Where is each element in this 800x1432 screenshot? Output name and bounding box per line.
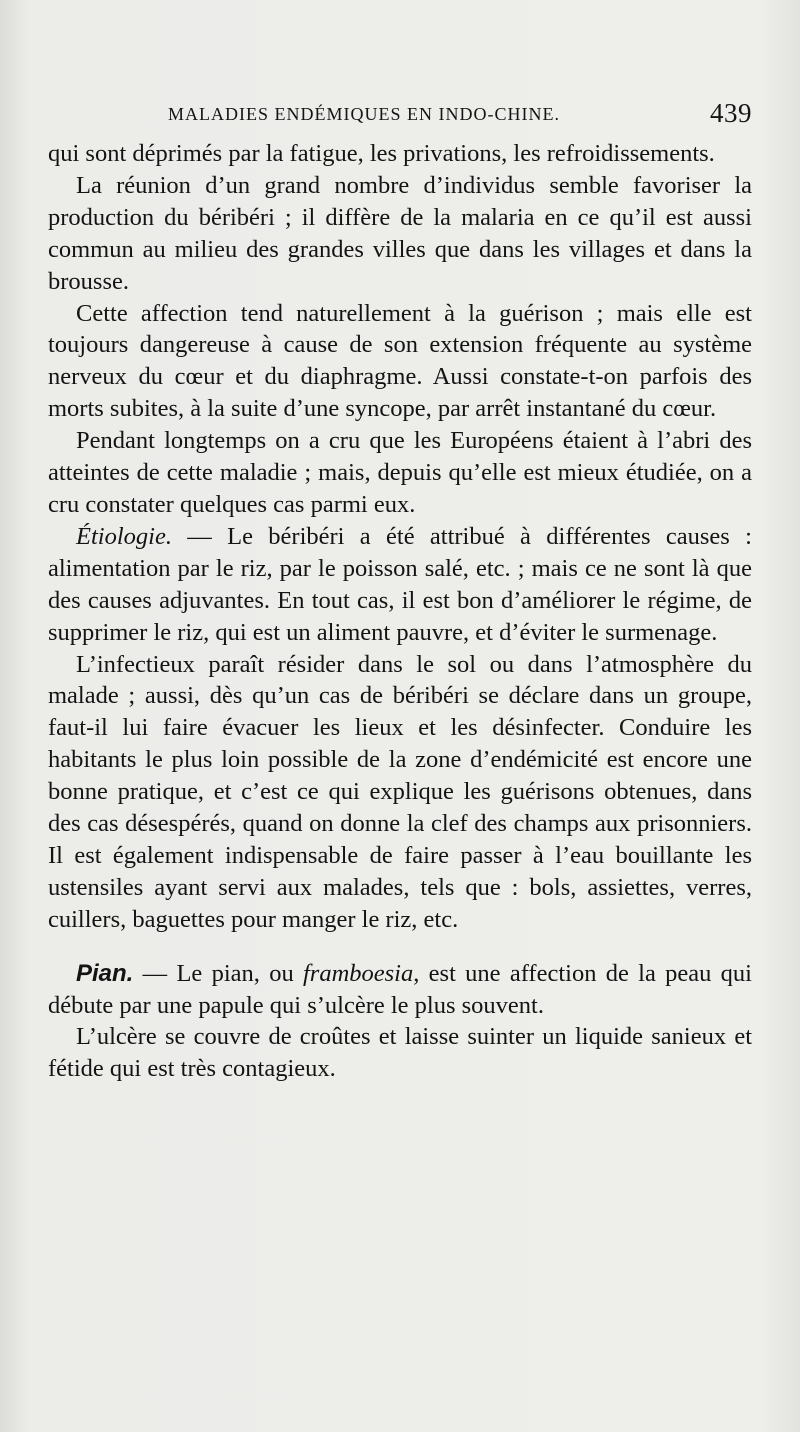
paragraph-reunion: La réunion d’un grand nombre d’individus semble favoriser la production du béribéri ; il diffère de la malaria en ce qu’il est aussi commun au milieu des grandes villes que dans les villages et dans la brousse.	[48, 171, 752, 295]
pian-text-2: , est une affection de la peau qui débute par une papule qui s’ulcère le plus souvent.	[48, 959, 752, 1019]
paragraph-europeens: Pendant longtemps on a cru que les Européens étaient à l’abri des atteintes de cette maladie ; mais, depuis qu’elle est mieux étudiée, on a cru constater quelques cas parmi eux.	[48, 427, 752, 518]
etiologie-text: — Le béribéri a été attribué à différentes causes : alimentation par le riz, par le poisson salé, etc. ; mais ce ne sont là que des causes adjuvantes. En tout cas, il est bon d’améliorer le régime, de supprimer le riz, qui est un aliment pauvre, et d’éviter le surmenage.	[48, 522, 752, 646]
paragraph-affection: Cette affection tend naturellement à la guérison ; mais elle est toujours dangereuse à cause de son extension fréquente au système nerveux du cœur et du diaphragme. Aussi constate-t-on parfois des morts subites, à la suite d’une syncope, par arrêt instantané du cœur.	[48, 299, 752, 423]
etiologie-heading: Étiologie.	[76, 522, 172, 550]
pian-text-1: — Le pian, ou	[133, 959, 303, 987]
paragraph-ulcere: L’ulcère se couvre de croûtes et laisse suinter un liquide sanieux et fétide qui est très contagieux.	[48, 1023, 752, 1083]
running-title: MALADIES ENDÉMIQUES EN INDO-CHINE.	[168, 104, 560, 124]
body-text	[48, 138, 752, 1085]
framboesia-term: framboesia	[302, 959, 414, 987]
paragraph-infectieux: L’infectieux paraît résider dans le sol ou dans l’atmosphère du malade ; aussi, dès qu’un cas de béribéri se déclare dans un groupe, faut-il lui faire évacuer les lieux et les désinfecter. Conduire les habitants le plus loin possible de la zone d’endémicité est encore une bonne pratique, et c’est ce qui explique les guérisons obtenues, dans des cas désespérés, quand on donne la clef des champs aux prisonniers. Il est également indispensable de faire passer à l’eau bouillante les ustensiles ayant servi aux malades, tels que : bols, assiettes, verres, cuillers, baguettes pour manger le riz, etc.	[48, 650, 752, 933]
page-number: 439	[710, 98, 752, 128]
paragraph-continuation: qui sont déprimés par la fatigue, les privations, les refroidissements.	[48, 140, 715, 167]
paragraph-pian	[48, 958, 752, 1022]
page-header	[0, 98, 800, 132]
pian-heading: Pian.	[76, 959, 134, 987]
paragraph-etiologie	[48, 521, 752, 649]
